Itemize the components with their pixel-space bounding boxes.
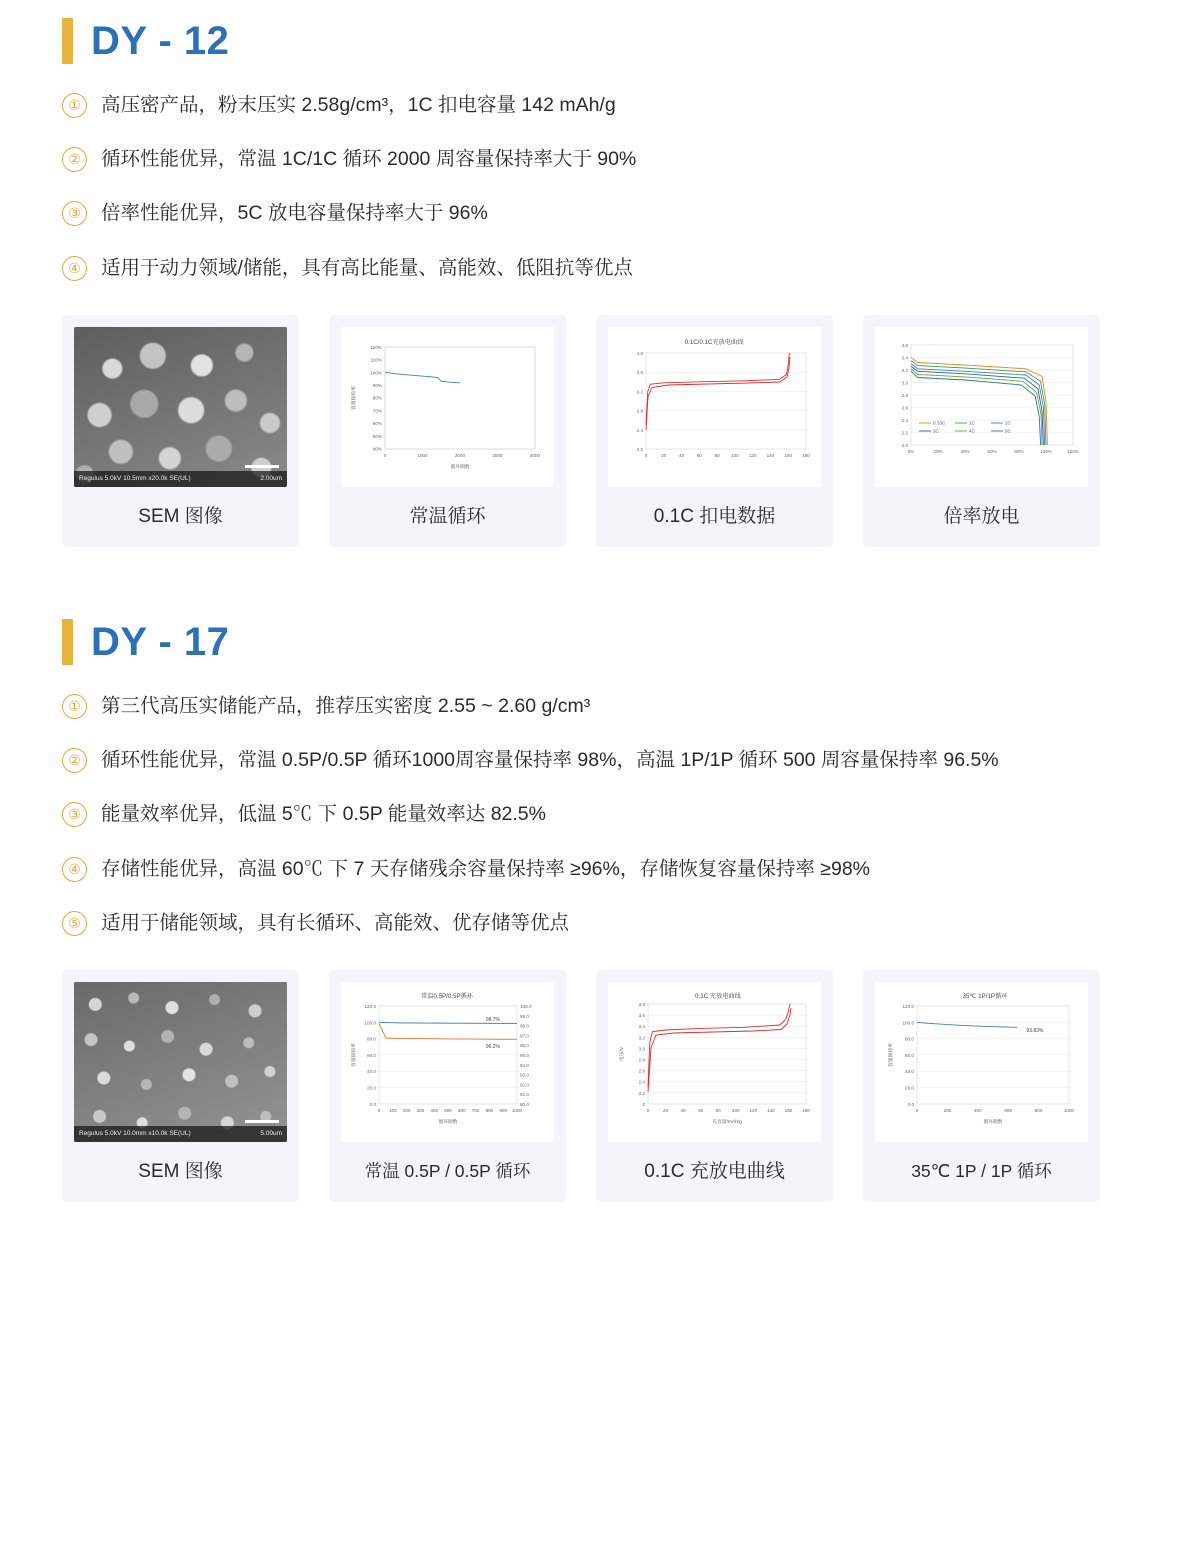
- svg-text:常温0.5P/0.5P循环: 常温0.5P/0.5P循环: [421, 992, 473, 1000]
- svg-text:180: 180: [802, 1107, 810, 1113]
- list-item: [62, 799, 1138, 829]
- scale-bar-icon: [245, 465, 279, 468]
- figure-card-sem: [62, 970, 299, 1202]
- svg-text:60.0: 60.0: [367, 1052, 376, 1058]
- bullet-number: ⑤: [62, 911, 87, 936]
- svg-text:80%: 80%: [1014, 448, 1024, 454]
- svg-text:2.0: 2.0: [901, 442, 908, 448]
- svg-text:4C: 4C: [969, 428, 975, 434]
- svg-text:3C: 3C: [933, 428, 939, 434]
- bullet-text: 循环性能优异，常温 0.5P/0.5P 循环1000周容量保持率 98%，高温 1P/1P 循环 500 周容量保持率 96.5%: [101, 749, 999, 772]
- svg-text:120: 120: [748, 452, 757, 458]
- card-caption: 倍率放电: [943, 506, 1020, 527]
- figure-card-row: [62, 970, 1138, 1202]
- list-item: [62, 745, 1138, 775]
- svg-text:3.6: 3.6: [636, 370, 643, 376]
- svg-text:100: 100: [388, 1107, 397, 1113]
- card-caption: 常温循环: [409, 506, 486, 527]
- svg-text:35℃ 1P/1P循环: 35℃ 1P/1P循环: [962, 992, 1008, 1000]
- chart-05p: [341, 982, 554, 1142]
- svg-text:100: 100: [731, 1107, 740, 1113]
- svg-text:2.6: 2.6: [901, 405, 908, 411]
- svg-text:900: 900: [499, 1107, 508, 1113]
- svg-text:800: 800: [485, 1107, 494, 1113]
- svg-text:70%: 70%: [372, 408, 382, 414]
- svg-text:100.0: 100.0: [902, 1020, 914, 1026]
- chart-01c-2: [608, 982, 821, 1142]
- page-title: DY - 12: [91, 19, 230, 63]
- bullet-number: ③: [62, 201, 87, 226]
- svg-text:200: 200: [943, 1107, 952, 1113]
- feature-list: [62, 90, 1138, 283]
- svg-text:60: 60: [696, 452, 702, 458]
- svg-text:0: 0: [377, 1107, 381, 1113]
- svg-text:91.0: 91.0: [520, 1092, 529, 1098]
- heading-accent-bar: [62, 619, 73, 665]
- list-item: [62, 908, 1138, 938]
- svg-text:40: 40: [680, 1107, 686, 1113]
- svg-text:40.0: 40.0: [905, 1069, 914, 1075]
- svg-text:99.0: 99.0: [520, 1013, 529, 1019]
- svg-text:400: 400: [430, 1107, 439, 1113]
- svg-text:40.0: 40.0: [367, 1069, 376, 1075]
- section-dy-12: [0, 0, 1200, 547]
- svg-text:2.8: 2.8: [636, 408, 643, 414]
- svg-text:110%: 110%: [370, 357, 382, 363]
- svg-text:60.0: 60.0: [905, 1052, 914, 1058]
- svg-text:2.2: 2.2: [901, 430, 908, 436]
- svg-text:94.0: 94.0: [520, 1062, 529, 1068]
- svg-text:93.0: 93.0: [520, 1072, 529, 1078]
- svg-text:2.8: 2.8: [901, 392, 908, 398]
- figure-card-sem: [62, 315, 299, 547]
- list-item: [62, 90, 1138, 120]
- sem-info-bar: [74, 1126, 287, 1142]
- bullet-number: ④: [62, 857, 87, 882]
- svg-text:电压/V: 电压/V: [620, 1046, 625, 1062]
- bullet-number: ①: [62, 694, 87, 719]
- svg-text:容量保持率: 容量保持率: [352, 385, 357, 410]
- card-caption: 0.1C 充放电曲线: [644, 1161, 785, 1183]
- svg-text:92.0: 92.0: [520, 1082, 529, 1088]
- svg-text:2.6: 2.6: [638, 1068, 645, 1074]
- svg-text:20%: 20%: [933, 448, 943, 454]
- svg-text:600: 600: [1004, 1107, 1013, 1113]
- bullet-text: 适用于储能领域，具有长循环、高能效、优存储等优点: [101, 911, 570, 934]
- svg-text:3.0: 3.0: [638, 1046, 645, 1052]
- svg-text:80: 80: [714, 452, 720, 458]
- svg-text:2000: 2000: [454, 452, 466, 458]
- svg-text:800: 800: [1034, 1107, 1043, 1113]
- svg-text:3.6: 3.6: [901, 342, 908, 348]
- svg-text:0: 0: [646, 1107, 650, 1113]
- svg-text:充容量/mAh/g: 充容量/mAh/g: [712, 1119, 742, 1125]
- list-item: [62, 198, 1138, 228]
- svg-text:3.6: 3.6: [638, 1013, 645, 1019]
- svg-text:循环圈数: 循环圈数: [450, 464, 470, 470]
- bullet-number: ②: [62, 748, 87, 773]
- svg-text:60: 60: [698, 1107, 704, 1113]
- page-title: DY - 17: [91, 619, 230, 664]
- bullet-number: ③: [62, 802, 87, 827]
- svg-text:96.2%: 96.2%: [485, 1043, 500, 1050]
- svg-text:3.4: 3.4: [901, 355, 908, 361]
- sem-micrograph: [74, 982, 287, 1142]
- svg-text:1000: 1000: [417, 452, 428, 458]
- svg-text:50%: 50%: [372, 433, 382, 439]
- svg-text:3.4: 3.4: [638, 1024, 645, 1030]
- chart-rate: [875, 327, 1088, 487]
- svg-text:0%: 0%: [907, 448, 915, 454]
- svg-text:2: 2: [642, 1101, 645, 1107]
- svg-text:90.0: 90.0: [520, 1101, 529, 1107]
- svg-text:0.1C/0.1C充放电曲线: 0.1C/0.1C充放电曲线: [684, 338, 744, 346]
- svg-text:100%: 100%: [1040, 448, 1052, 454]
- svg-text:1C: 1C: [969, 420, 975, 426]
- bullet-text: 能量效率优异，低温 5℃ 下 0.5P 能量效率达 82.5%: [101, 803, 546, 826]
- bullet-text: 第三代高压实储能产品，推荐压实密度 2.55 ~ 2.60 g/cm³: [101, 694, 591, 717]
- svg-text:120.0: 120.0: [902, 1003, 914, 1009]
- svg-text:90%: 90%: [372, 382, 382, 388]
- sem-info-left: Regulus 5.0kV 10.0mm x10.0k SE(UL): [79, 1129, 191, 1137]
- svg-text:180: 180: [802, 452, 810, 458]
- svg-text:3.8: 3.8: [638, 1001, 645, 1007]
- list-item: [62, 691, 1138, 721]
- section-heading: [62, 619, 1138, 665]
- svg-text:98.0: 98.0: [520, 1023, 529, 1029]
- sem-micrograph: [74, 327, 287, 487]
- list-item: [62, 253, 1138, 283]
- svg-text:2.4: 2.4: [901, 417, 908, 423]
- svg-text:400: 400: [973, 1107, 982, 1113]
- svg-text:100.0: 100.0: [520, 1003, 532, 1009]
- figure-card-01c: [596, 315, 833, 547]
- svg-text:140: 140: [766, 452, 775, 458]
- bullet-number: ④: [62, 256, 87, 281]
- svg-text:160: 160: [784, 1107, 793, 1113]
- figure-card-rate: [863, 315, 1100, 547]
- svg-text:96.0: 96.0: [520, 1043, 529, 1049]
- svg-text:4.0: 4.0: [636, 350, 643, 356]
- svg-text:3.2: 3.2: [638, 1035, 645, 1041]
- svg-text:0: 0: [383, 452, 387, 458]
- svg-text:容量保持率: 容量保持率: [352, 1042, 357, 1067]
- svg-text:100%: 100%: [370, 370, 382, 376]
- card-caption: SEM 图像: [138, 1161, 223, 1183]
- card-caption: 0.1C 扣电数据: [653, 506, 776, 527]
- svg-text:93.83%: 93.83%: [1026, 1027, 1044, 1034]
- figure-card-1p: [863, 970, 1100, 1202]
- svg-text:700: 700: [471, 1107, 480, 1113]
- svg-text:80.0: 80.0: [367, 1036, 376, 1042]
- sem-info-left: Regulus 5.0kV 10.5mm x20.0k SE(UL): [79, 474, 191, 482]
- svg-text:4000: 4000: [529, 452, 541, 458]
- svg-text:200: 200: [402, 1107, 411, 1113]
- svg-text:140: 140: [767, 1107, 775, 1113]
- figure-card-row: [62, 315, 1138, 547]
- feature-list: [62, 691, 1138, 938]
- bullet-text: 倍率性能优异，5C 放电容量保持率大于 96%: [101, 202, 488, 225]
- svg-text:2C: 2C: [1005, 420, 1011, 426]
- svg-text:0: 0: [915, 1107, 919, 1113]
- svg-text:容量保持率: 容量保持率: [889, 1042, 894, 1067]
- svg-text:120%: 120%: [370, 344, 382, 350]
- svg-text:600: 600: [457, 1107, 466, 1113]
- list-item: [62, 144, 1138, 174]
- svg-text:120%: 120%: [1067, 448, 1079, 454]
- svg-text:80: 80: [715, 1107, 721, 1113]
- svg-text:100.0: 100.0: [364, 1020, 376, 1026]
- bullet-text: 循环性能优异，常温 1C/1C 循环 2000 周容量保持率大于 90%: [101, 148, 637, 171]
- svg-text:40%: 40%: [372, 446, 382, 452]
- card-caption: SEM 图像: [138, 506, 223, 527]
- svg-text:120.0: 120.0: [364, 1003, 376, 1009]
- sem-image: [74, 327, 287, 487]
- svg-text:3000: 3000: [492, 452, 503, 458]
- svg-text:60%: 60%: [987, 448, 997, 454]
- sem-info-right: 2.00um: [260, 474, 282, 482]
- svg-text:120: 120: [749, 1107, 758, 1113]
- bullet-text: 适用于动力领域/储能，具有高比能量、高能效、低阻抗等优点: [101, 256, 633, 279]
- svg-text:20.0: 20.0: [367, 1085, 376, 1091]
- figure-card-01c-2: [596, 970, 833, 1202]
- svg-text:2.2: 2.2: [638, 1090, 645, 1096]
- svg-text:3.2: 3.2: [901, 367, 908, 373]
- svg-text:循环圈数: 循环圈数: [983, 1119, 1003, 1125]
- bullet-text: 高压密产品，粉末压实 2.58g/cm³，1C 扣电容量 142 mAh/g: [101, 94, 616, 116]
- svg-text:80.0: 80.0: [905, 1036, 914, 1042]
- chart-01c: [608, 327, 821, 487]
- svg-text:20: 20: [661, 452, 667, 458]
- svg-text:2.4: 2.4: [638, 1079, 645, 1085]
- heading-accent-bar: [62, 18, 73, 64]
- svg-text:2.0: 2.0: [636, 446, 643, 452]
- chart-cycle-rt: [341, 327, 554, 487]
- svg-text:2.8: 2.8: [638, 1057, 645, 1063]
- svg-text:0.0: 0.0: [907, 1101, 914, 1107]
- svg-text:40: 40: [679, 452, 685, 458]
- section-heading: [62, 18, 1138, 64]
- bullet-text: 存储性能优异，高温 60℃ 下 7 天存储残余容量保持率 ≥96%，存储恢复容量保持率 ≥98%: [101, 857, 871, 880]
- svg-text:5C: 5C: [1005, 428, 1011, 434]
- svg-text:40%: 40%: [960, 448, 970, 454]
- svg-text:95.0: 95.0: [520, 1052, 529, 1058]
- card-caption: 常温 0.5P / 0.5P 循环: [364, 1161, 531, 1182]
- svg-text:2.4: 2.4: [636, 427, 643, 433]
- list-item: [62, 854, 1138, 884]
- svg-text:160: 160: [784, 452, 793, 458]
- svg-text:3.0: 3.0: [901, 380, 908, 386]
- svg-text:100: 100: [731, 452, 739, 458]
- svg-text:97.0: 97.0: [520, 1033, 529, 1039]
- svg-text:3.2: 3.2: [636, 389, 643, 395]
- chart-1p: [875, 982, 1088, 1142]
- sem-info-right: 5.00um: [260, 1129, 282, 1137]
- svg-text:0.33C: 0.33C: [933, 420, 946, 426]
- svg-text:60%: 60%: [372, 420, 382, 426]
- svg-text:0: 0: [644, 452, 648, 458]
- svg-text:20.0: 20.0: [905, 1085, 914, 1091]
- svg-text:300: 300: [416, 1107, 425, 1113]
- svg-text:80%: 80%: [372, 395, 382, 401]
- bullet-number: ①: [62, 93, 87, 118]
- svg-text:0.0: 0.0: [369, 1101, 376, 1107]
- figure-card-cycle: [329, 315, 566, 547]
- svg-text:1000: 1000: [511, 1107, 523, 1113]
- scale-bar-icon: [245, 1120, 279, 1123]
- card-caption: 35℃ 1P / 1P 循环: [911, 1161, 1052, 1182]
- svg-text:循环圈数: 循环圈数: [438, 1119, 458, 1125]
- sem-info-bar: [74, 471, 287, 487]
- svg-text:20: 20: [663, 1107, 669, 1113]
- svg-text:98.7%: 98.7%: [485, 1016, 500, 1023]
- sem-image: [74, 982, 287, 1142]
- svg-text:1000: 1000: [1063, 1107, 1075, 1113]
- figure-card-05p: [329, 970, 566, 1202]
- section-dy-17: [0, 547, 1200, 1202]
- svg-text:0.1C 充放电曲线: 0.1C 充放电曲线: [695, 992, 741, 1000]
- bullet-number: ②: [62, 147, 87, 172]
- svg-text:500: 500: [444, 1107, 452, 1113]
